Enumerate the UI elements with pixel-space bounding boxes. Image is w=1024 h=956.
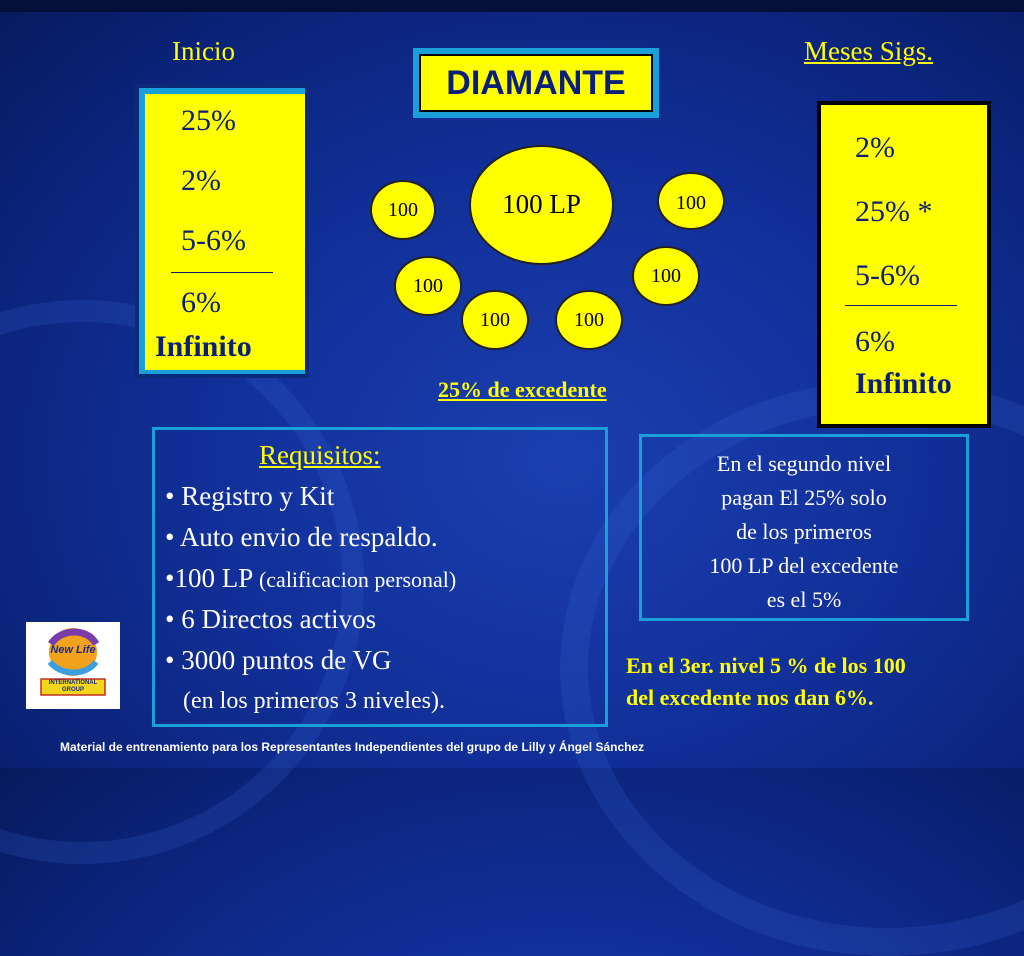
- info-line: 100 LP del excedente: [709, 553, 899, 578]
- requisitos-note: (en los primeros 3 niveles).: [183, 688, 445, 714]
- logo-text: INTERNATIONAL: [48, 680, 98, 686]
- coin: 100: [461, 290, 529, 350]
- coin: 100: [632, 246, 700, 306]
- top-band: [0, 0, 1024, 12]
- left-row: 25%: [181, 104, 236, 137]
- right-row: 25% *: [855, 195, 933, 228]
- inicio-label: Inicio: [172, 36, 235, 66]
- left-row-last: Infinito: [155, 330, 252, 363]
- requisito-item-lp: [165, 563, 456, 594]
- logo-text: GROUP: [61, 687, 84, 693]
- excedente-label: 25% de excedente: [438, 377, 607, 402]
- left-row: 5-6%: [181, 224, 246, 257]
- logo-text: New Life: [50, 644, 96, 656]
- coin: 100: [555, 290, 623, 350]
- main-coin: 100 LP: [469, 145, 614, 265]
- right-row: 2%: [855, 131, 895, 164]
- info-line: En el segundo nivel: [716, 451, 892, 476]
- left-row: 2%: [181, 164, 221, 197]
- requisitos-heading: Requisitos:: [259, 440, 381, 470]
- diamante-title: DIAMANTE: [419, 54, 653, 112]
- bottom-note-line: En el 3er. nivel 5 % de los 100: [626, 653, 906, 678]
- requisito-item: • Registro y Kit: [165, 481, 335, 511]
- left-row: 6%: [181, 286, 221, 319]
- right-row: 6%: [855, 325, 895, 358]
- footer-text: Material de entrenamiento para los Representantes Independientes del grupo de Lilly y Ángel Sánchez: [60, 740, 645, 754]
- requisito-item: • Auto envio de respaldo.: [165, 522, 438, 552]
- info-panel: [639, 434, 969, 621]
- requisito-item-note: (calificacion personal): [258, 567, 457, 592]
- new-life-logo-icon: [26, 622, 120, 709]
- right-divider: [845, 305, 957, 306]
- new-life-logo: [26, 622, 120, 709]
- info-line: de los primeros: [736, 519, 872, 544]
- left-divider: [171, 272, 273, 273]
- bottom-note: [626, 650, 906, 714]
- coin: 100: [394, 256, 462, 316]
- left-percent-box: [145, 94, 305, 370]
- info-line: es el 5%: [766, 587, 842, 612]
- right-row: 5-6%: [855, 259, 920, 292]
- diamante-title-box: [413, 48, 659, 118]
- requisito-item: • 3000 puntos de VG: [165, 645, 392, 675]
- right-row-last: Infinito: [855, 367, 952, 400]
- info-line: pagan El 25% solo: [721, 485, 887, 510]
- right-percent-box: [821, 105, 987, 424]
- bottom-note-line: del excedente nos dan 6%.: [626, 685, 874, 710]
- coin: 100: [657, 172, 725, 230]
- requisitos-panel: [152, 427, 608, 727]
- coin: 100: [370, 180, 436, 240]
- requisito-item: • 6 Directos activos: [165, 604, 377, 634]
- requisito-item: •100 LP: [165, 563, 253, 593]
- meses-label: Meses Sigs.: [804, 36, 934, 66]
